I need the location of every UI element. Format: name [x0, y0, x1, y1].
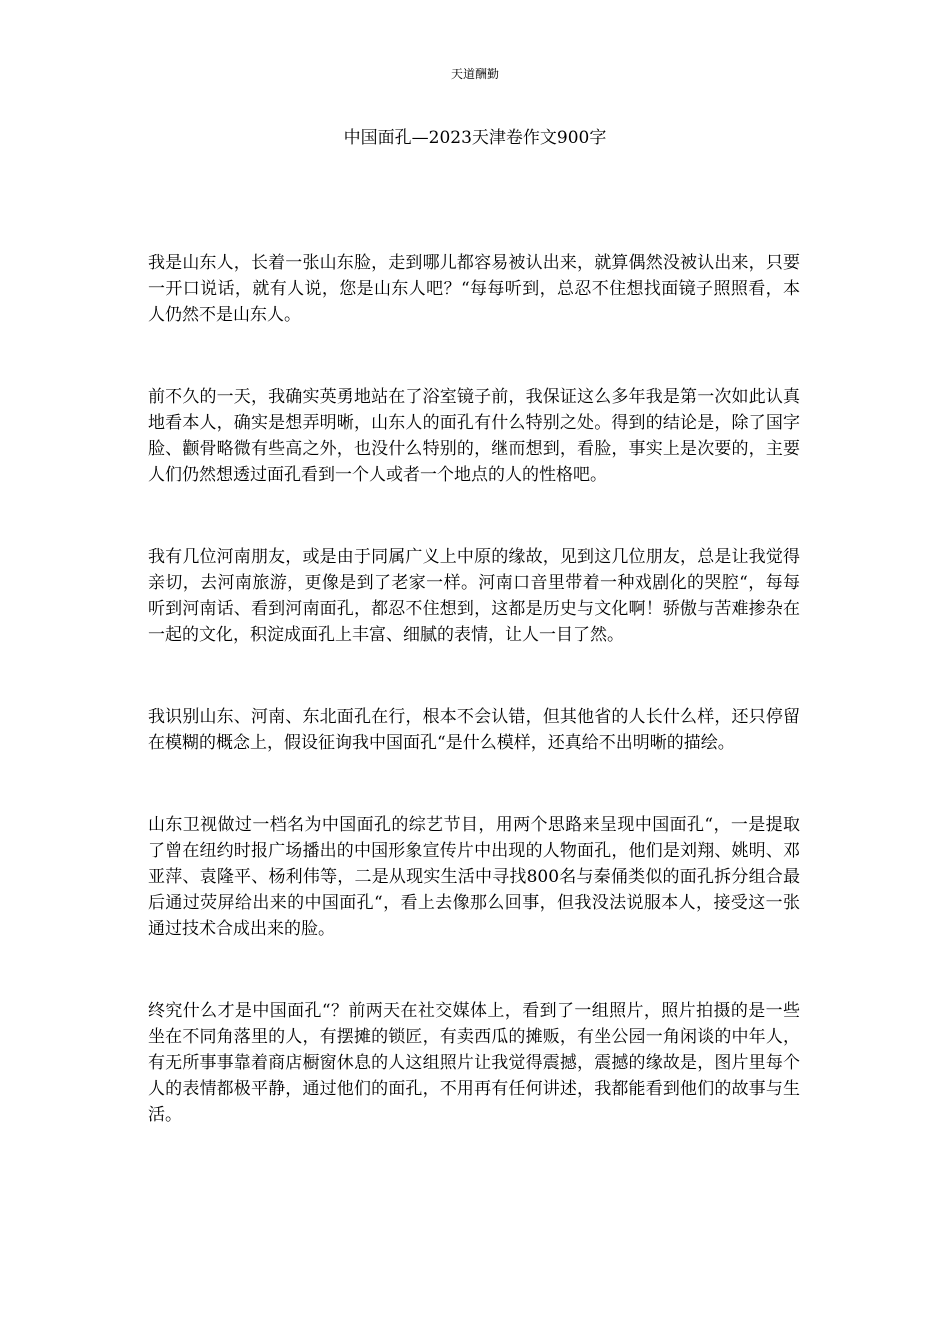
- page-header: 天道酬勤: [450, 67, 499, 81]
- paragraph-2: 前不久的一天，我确实英勇地站在了浴室镜子前，我保证这么多年我是第一次如此认真地看本人，确实是想弄明晰，山东人的面孔有什么特别之处。得到的结论是，除了国字脸、颧骨略微有些高之外，也没什么特别的，继而想到，看脸，事实上是次要的，主要人们仍然想透过面孔看到一个人或者一个地点的人的性格吧。: [148, 387, 800, 485]
- paragraph-4: 我识别山东、河南、东北面孔在行，根本不会认错，但其他省的人长什么样，还只停留在模糊的概念上，假设征询我中国面孔“是什么模样，还真给不出明晰的描绘。: [148, 707, 800, 753]
- paragraph-1: 我是山东人，长着一张山东脸，走到哪儿都容易被认出来，就算偶然没被认出来，只要一开口说话，就有人说，您是山东人吧？“每每听到，总忍不住想找面镜子照照看，本人仍然不是山东人。: [148, 253, 800, 325]
- document-title: 中国面孔—2023天津卷作文900字: [343, 128, 607, 148]
- paragraph-3: 我有几位河南朋友，或是由于同属广义上中原的缘故，见到这几位朋友，总是让我觉得亲切，去河南旅游，更像是到了老家一样。河南口音里带着一种戏剧化的哭腔“，每每听到河南话、看到河南面孔，都忍不住想到，这都是历史与文化啊！骄傲与苦难掺杂在一起的文化，积淀成面孔上丰富、细腻的表情，让人一目了然。: [148, 547, 800, 645]
- paragraph-5: 山东卫视做过一档名为中国面孔的综艺节目，用两个思路来呈现中国面孔“，一是提取了曾在纽约时报广场播出的中国形象宣传片中出现的人物面孔，他们是刘翔、姚明、邓亚萍、袁隆平、杨利伟等，二是从现实生活中寻找800名与秦俑类似的面孔拆分组合最后通过荧屏给出来的中国面孔“，看上去像那么回事，但我没法说服本人，接受这一张通过技术合成出来的脸。: [148, 815, 800, 939]
- paragraph-6: 终究什么才是中国面孔“？前两天在社交媒体上，看到了一组照片，照片拍摄的是一些坐在不同角落里的人，有摆摊的锁匠，有卖西瓜的摊贩，有坐公园一角闲谈的中年人，有无所事事靠着商店橱窗休息的人这组照片让我觉得震撼，震撼的缘故是，图片里每个人的表情都极平静，通过他们的面孔，不用再有任何讲述，我都能看到他们的故事与生活。: [148, 1001, 800, 1125]
- document-body: [148, 250, 800, 1184]
